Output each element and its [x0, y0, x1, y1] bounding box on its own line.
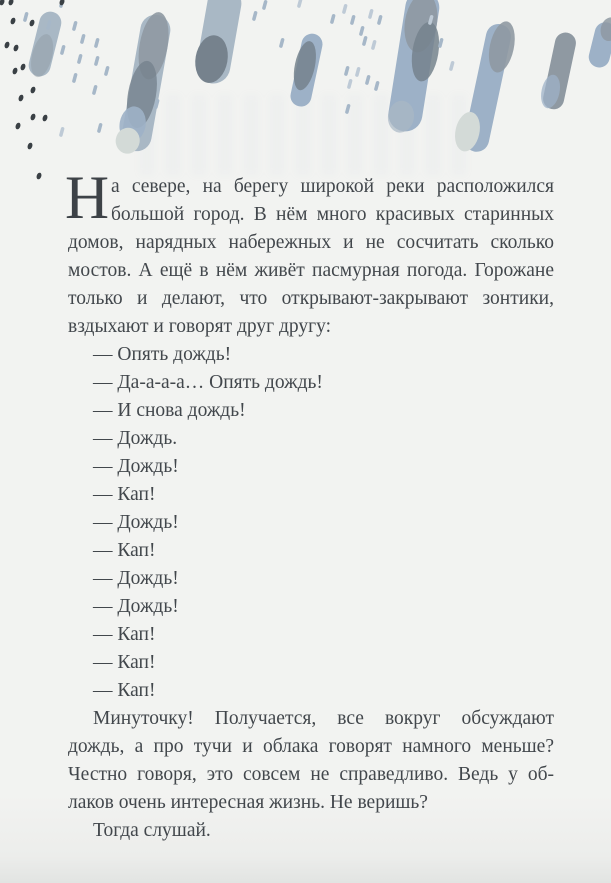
opening-paragraph	[65, 165, 554, 341]
text-line: только и делают, что открывают-закрывают зонтики,	[68, 288, 554, 309]
text-line: мостов. А ещё в нём живёт пасмурная погода. Горожане	[68, 260, 554, 281]
text-line: а севере, на берегу широкой реки расположился	[111, 176, 554, 197]
final-paragraph	[68, 817, 554, 845]
dialogue-line: — Кап!	[93, 484, 156, 505]
dialogue-line: — И снова дождь!	[93, 400, 246, 421]
dialogue-line: — Дождь!	[93, 456, 179, 477]
dialogue-line: — Кап!	[93, 652, 156, 673]
dialogue-line: — Кап!	[93, 680, 156, 701]
text-line: лаков очень интересная жизнь. Не веришь?	[68, 792, 428, 813]
dialogue-line: — Дождь!	[93, 596, 179, 617]
text-line: Тогда слушай.	[93, 820, 211, 841]
text-line: дождь, а про тучи и облака говорят намного меньше?	[68, 736, 554, 757]
text-line: Честно говоря, это совсем не справедливо. Ведь у об-	[68, 764, 554, 785]
dialogue-line: — Дождь!	[93, 512, 179, 533]
dialogue-line: — Кап!	[93, 540, 156, 561]
dialogue-line: — Дождь!	[93, 568, 179, 589]
dialogue-line: — Опять дождь!	[93, 344, 232, 365]
text-line: Минуточку! Получается, все вокруг обсуждают	[93, 708, 554, 729]
text-line: большой город. В нём много красивых старинных	[111, 204, 554, 225]
dialogue-line: — Дождь.	[93, 428, 178, 449]
dialogue-line: — Да-а-а-а… Опять дождь!	[93, 372, 323, 393]
story-text	[65, 165, 554, 845]
rain-strokes-group	[26, 0, 611, 157]
rain-illustration	[0, 0, 611, 185]
dialogue-line: — Кап!	[93, 624, 156, 645]
text-line: домов, нарядных набережных и не сосчитать сколько	[68, 232, 554, 253]
text-line: вздыхают и говорят друг другу:	[68, 316, 332, 337]
drop-cap: Н	[65, 165, 110, 232]
closing-paragraph	[68, 705, 554, 817]
dialogue-list	[68, 341, 554, 705]
